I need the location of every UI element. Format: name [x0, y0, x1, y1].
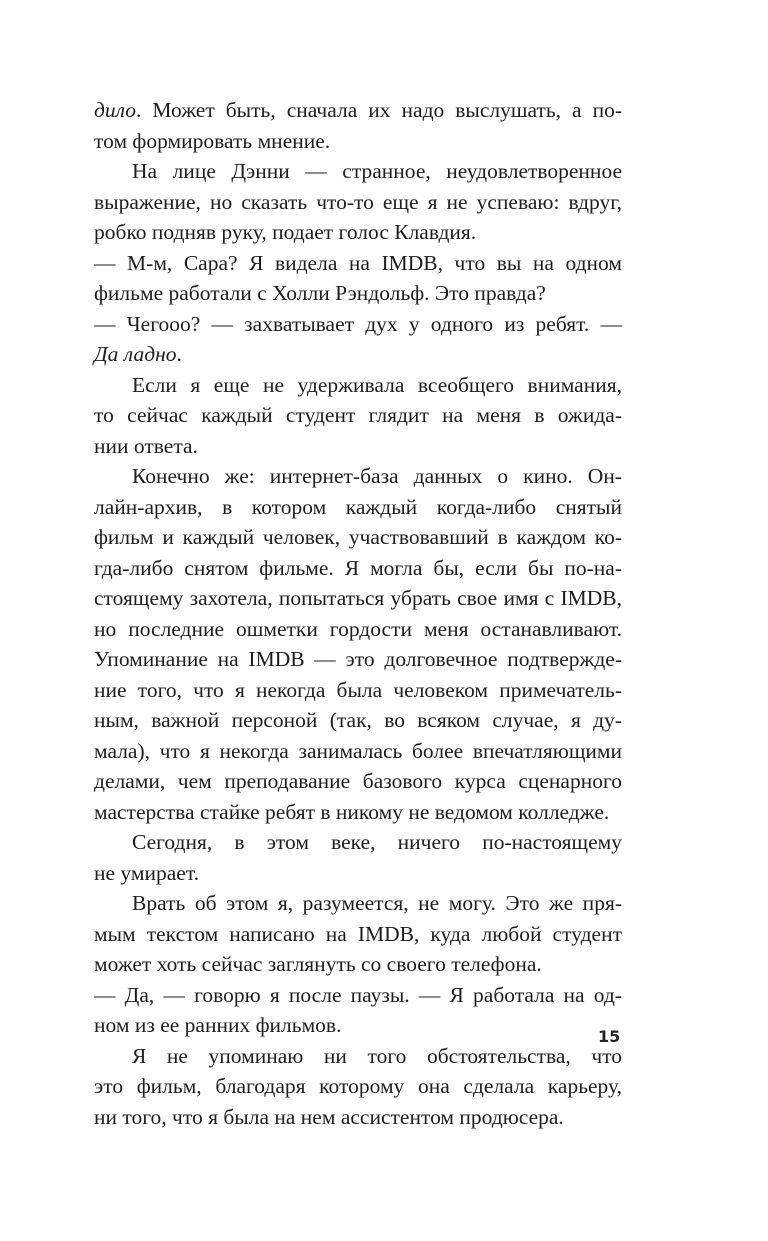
text-line: Если я еще не удерживала всеобщего внимания,: [132, 372, 622, 397]
text-segment: . Может быть, сначала их надо выслушать, а по-: [136, 98, 622, 122]
dialogue-line: — Да, — говорю я после паузы. — Я работала на од-: [94, 982, 622, 1007]
text-line: ном из ее ранних фильмов.: [94, 1013, 342, 1037]
text-line: может хоть сейчас заглянуть со своего телефона.: [94, 952, 542, 976]
text-line: но последние ошметки гордости меня останавливают.: [94, 616, 622, 641]
text-line: лайн-архив, в котором каждый когда-либо снятый: [94, 494, 622, 519]
text-line: это фильм, благодаря которому она сделала карьеру,: [94, 1074, 622, 1098]
page-number: 15: [598, 1027, 621, 1046]
text-line: ни того, что я была на нем ассистентом продюсера.: [94, 1104, 564, 1129]
text-line: Я не упоминаю ни того обстоятельства, что: [132, 1043, 622, 1068]
text-line: мым текстом написано на IMDB, куда любой студент: [94, 921, 622, 946]
text-line: Конечно же: интернет-база данных о кино. Он-: [132, 464, 622, 488]
text-line: [94, 339, 622, 370]
text-segment: .: [176, 342, 182, 366]
text-line: не умирает.: [94, 860, 199, 885]
text-line: робко подняв руку, подает голос Клавдия.: [94, 220, 477, 244]
text-line: ным, важной персоной (так, во всяком случае, я ду-: [94, 708, 622, 732]
text-line: стоящему захотела, попытаться убрать свое имя с IMDB,: [94, 586, 622, 610]
dialogue-line: — Чегооо? — захватывает дух у одного из ребят. —: [94, 311, 622, 336]
text-line: мала), что я некогда занималась более впечатляющими: [94, 738, 622, 763]
text-line: На лице Дэнни — странное, неудовлетворенное: [132, 159, 622, 183]
text-line: фильме работали с Холли Рэндольф. Это правда?: [94, 281, 546, 305]
text-line: гда-либо снятом фильме. Я могла бы, если бы по-на-: [94, 555, 622, 580]
text-line: выражение, но сказать что-то еще я не успеваю: вдруг,: [94, 189, 622, 214]
text-line: делами, чем преподавание базового курса сценарного: [94, 769, 622, 793]
text-line: Сегодня, в этом веке, ничего по-настоящему: [132, 830, 622, 854]
text-line: ние того, что я некогда была человеком примечатель-: [94, 677, 622, 702]
italic-text: дило: [94, 98, 137, 122]
text-line: Врать об этом я, разумеется, не могу. Это же пря-: [132, 891, 622, 915]
text-line: то сейчас каждый студент глядит на меня в ожида-: [94, 403, 622, 427]
text-line: фильм и каждый человек, участвовавший в каждом ко-: [94, 525, 622, 549]
italic-text: Да ладно: [94, 342, 177, 366]
text-line: том формировать мнение.: [94, 128, 331, 153]
text-line: нии ответа.: [94, 433, 198, 458]
text-line: мастерства стайке ребят в никому не ведомом колледже.: [94, 799, 610, 824]
text-line: Упоминание на IMDB — это долговечное подтвержде-: [94, 647, 622, 671]
dialogue-line: — М-м, Сара? Я видела на IMDB, что вы на одном: [94, 250, 622, 275]
book-page-text: [94, 95, 622, 1132]
text-line: [94, 95, 622, 126]
